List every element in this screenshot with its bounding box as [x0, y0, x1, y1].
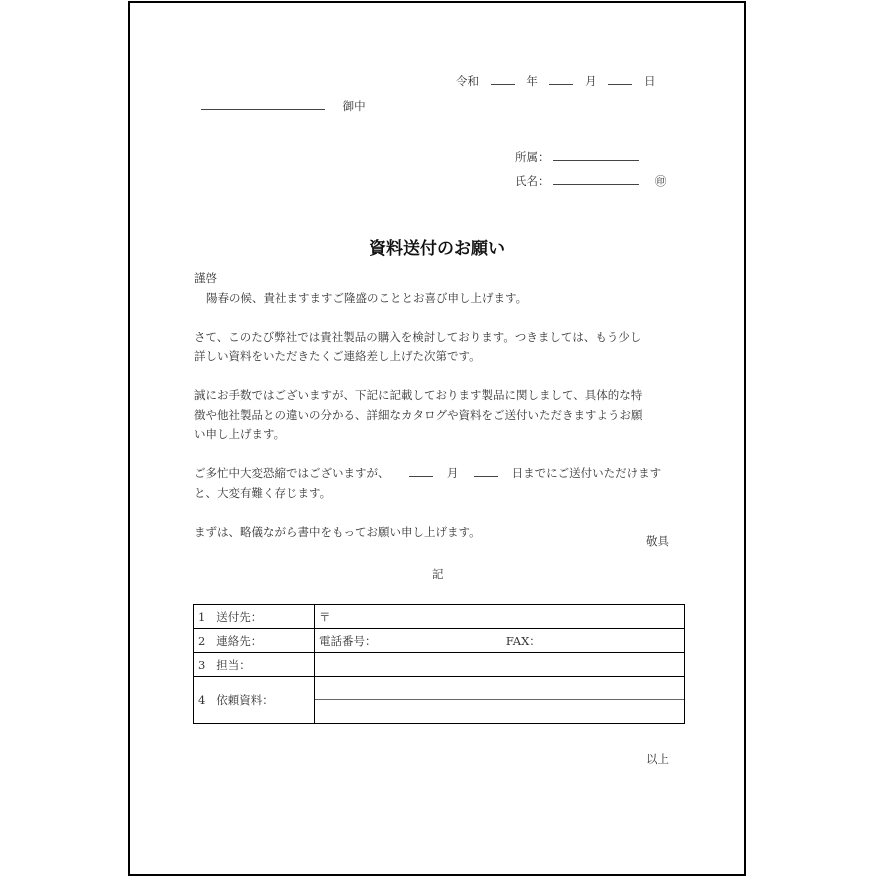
address-cell[interactable]	[315, 605, 685, 629]
name-label: 氏名：	[515, 174, 550, 188]
paragraph-greeting: 陽春の候、貴社ますますご隆盛のこととお喜び申し上げます。	[206, 290, 528, 305]
paragraph-3-line-1: 誠にお手数ではございますが、下記に記載しております製品に関しまして、具体的な特	[194, 388, 643, 402]
requested-materials-cell[interactable]	[315, 677, 685, 724]
paragraph-2-line-1: さて、このたび弊社では貴社製品の購入を検討しております。つきましては、もう少し	[194, 329, 642, 344]
row-number: 2	[198, 633, 206, 648]
name-blank[interactable]	[553, 172, 639, 185]
letter-body	[194, 269, 684, 542]
paragraph-3-line-3: い申し上げます。	[194, 427, 286, 441]
document-page	[128, 1, 746, 876]
closing: 敬具	[646, 534, 669, 548]
postal-mark: 〒	[319, 609, 331, 624]
recipient-blank[interactable]	[201, 97, 325, 110]
row-label	[194, 653, 315, 677]
ki-heading: 記	[432, 567, 444, 581]
affiliation-blank[interactable]	[553, 148, 639, 161]
paragraph-3-line-2: 徴や他社製品との違いの分かる、詳細なカタログや資料をご送付いただきますようお願	[194, 407, 643, 422]
seal-mark: ㊞	[654, 174, 667, 188]
table-row	[194, 605, 685, 629]
deadline-month-blank[interactable]	[409, 464, 433, 477]
table-row	[194, 677, 685, 724]
document-title: 資料送付のお願い	[369, 239, 505, 259]
recipient-line	[201, 96, 366, 116]
year-unit: 年	[526, 74, 538, 88]
era-label: 令和	[456, 74, 479, 88]
month-unit: 月	[585, 74, 597, 88]
row-label	[194, 677, 315, 724]
request-table	[193, 604, 685, 724]
paragraph-2-line-2: 詳しい資料をいただきたくご連絡差し上げた次第です。	[194, 349, 481, 363]
contact-cell[interactable]	[315, 629, 685, 653]
recipient-suffix: 御中	[342, 99, 366, 113]
paragraph-4-line-1	[194, 464, 684, 484]
row-label	[194, 605, 315, 629]
row-label	[194, 629, 315, 653]
person-in-charge-cell[interactable]	[315, 653, 685, 677]
paragraph-5: まずは、略儀ながら書中をもってお願い申し上げます。	[194, 524, 481, 539]
phone-label: 電話番号：	[319, 633, 377, 648]
row-label-text: 連絡先：	[216, 633, 263, 648]
year-blank[interactable]	[491, 72, 515, 85]
end-mark: 以上	[646, 752, 669, 766]
day-blank[interactable]	[608, 72, 632, 85]
fax-label: FAX：	[505, 633, 541, 648]
paragraph-4-pre: ご多忙中大変恐縮ではございますが、	[194, 466, 390, 480]
table-row	[194, 629, 685, 653]
day-unit: 日	[643, 74, 656, 88]
salutation: 謹啓	[194, 271, 217, 285]
paragraph-4-month: 月	[446, 466, 459, 480]
date-line	[456, 71, 655, 91]
row-number: 1	[198, 609, 206, 624]
affiliation-label: 所属：	[515, 150, 550, 164]
name-line	[515, 171, 666, 191]
month-blank[interactable]	[549, 72, 573, 85]
row-label-text: 送付先：	[216, 609, 263, 624]
row-label-text: 担当：	[216, 657, 251, 672]
row-number: 4	[198, 693, 206, 707]
row-label-text: 依頼資料：	[216, 693, 274, 707]
paragraph-4-post: 日までにご送付いただけます	[511, 466, 662, 480]
deadline-day-blank[interactable]	[474, 464, 498, 477]
table-row	[194, 653, 685, 677]
affiliation-line	[515, 147, 639, 167]
paragraph-4-line-2: と、大変有難く存じます。	[194, 485, 332, 500]
materials-divider	[315, 699, 684, 700]
row-number: 3	[198, 657, 206, 672]
